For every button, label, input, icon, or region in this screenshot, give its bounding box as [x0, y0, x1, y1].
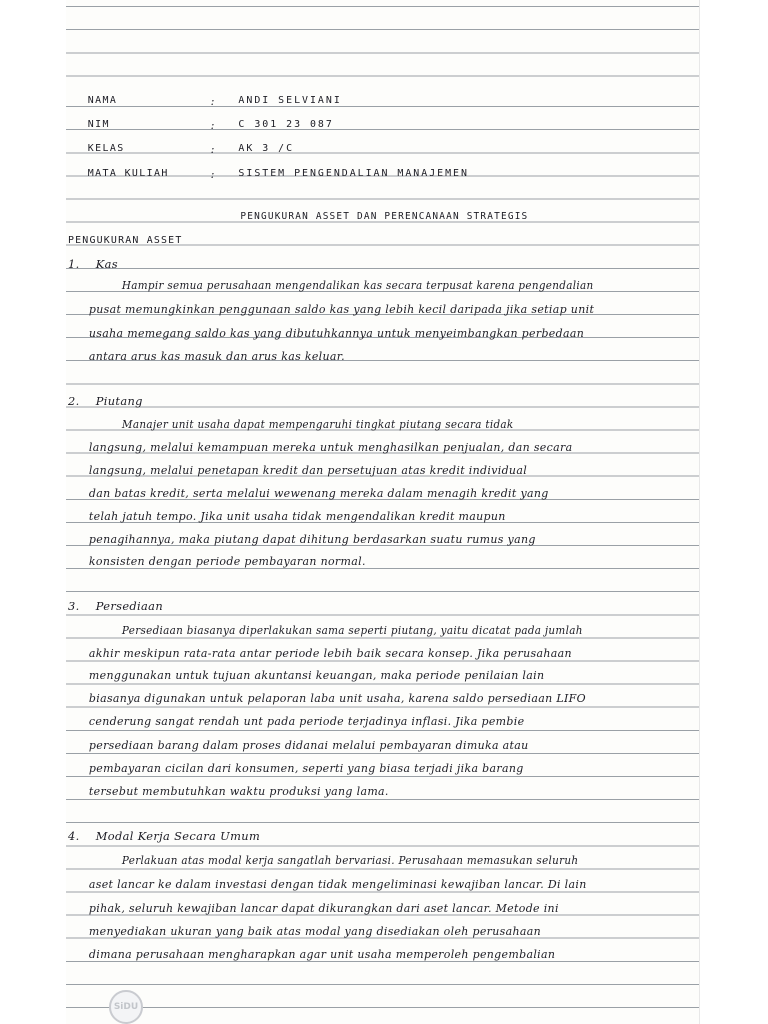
title-line	[66, 206, 694, 228]
subsection-number: 3.	[67, 599, 80, 613]
subsection-number: 2.	[67, 394, 80, 408]
text-line: telah jatuh tempo. Jika unit usaha tidak mengendalikan kredit maupun	[88, 509, 506, 523]
subsection-heading-kas	[66, 253, 694, 275]
header-label: NIM	[87, 119, 110, 130]
text-line: Perlakuan atas modal kerja sangatlah bervariasi. Perusahaan memasukan seluruh	[121, 853, 579, 867]
header-value: ANDI SELVIANI	[238, 95, 342, 106]
header-value: C 301 23 087	[238, 119, 334, 130]
header-colon: :	[210, 142, 215, 156]
header-label: KELAS	[87, 143, 125, 154]
sidu-logo: SiDU	[109, 990, 143, 1024]
text-line: konsisten dengan periode pembayaran normal.	[88, 554, 366, 568]
text-line: pembayaran cicilan dari konsumen, seperti yang biasa terjadi jika barang	[88, 761, 524, 775]
text-line: aset lancar ke dalam investasi dengan tidak mengeliminasi kewajiban lancar. Di lain	[88, 877, 587, 891]
subsection-title: Persediaan	[95, 599, 164, 613]
subsection-number: 4.	[67, 829, 80, 843]
text-line: pusat memungkinkan penggunaan saldo kas yang lebih kecil daripada jika setiap unit	[88, 302, 595, 316]
subsection-title: Kas	[95, 257, 118, 271]
header-row-kelas	[66, 138, 694, 160]
header-colon: :	[210, 94, 215, 108]
text-line: langsung, melalui kemampuan mereka untuk menghasilkan penjualan, dan secara	[88, 440, 573, 454]
subsection-title: Piutang	[95, 394, 143, 408]
subsection-number: 1.	[67, 257, 80, 271]
text-line: menyediakan ukuran yang baik atas modal yang disediakan oleh perusahaan	[88, 924, 542, 938]
header-colon: :	[210, 167, 215, 181]
section-heading: PENGUKURAN ASSET	[67, 235, 183, 246]
text-line: menggunakan untuk tujuan akuntansi keuangan, maka periode penilaian lain	[88, 668, 545, 682]
text-line: dimana perusahaan mengharapkan agar unit usaha memperoleh pengembalian	[88, 947, 556, 961]
text-line: cenderung sangat rendah unt pada periode terjadinya inflasi. Jika pembie	[88, 714, 525, 728]
header-label: NAMA	[87, 95, 118, 106]
header-colon: :	[210, 118, 215, 132]
text-line: langsung, melalui penetapan kredit dan persetujuan atas kredit individual	[88, 463, 528, 477]
text-line: pihak, seluruh kewajiban lancar dapat dikurangkan dari aset lancar. Metode ini	[88, 901, 559, 915]
subsection-heading-persediaan	[66, 595, 694, 617]
text-line: penagihannya, maka piutang dapat dihitung berdasarkan suatu rumus yang	[88, 532, 536, 546]
text-line: persediaan barang dalam proses didanai melalui pembayaran dimuka atau	[88, 738, 529, 752]
text-line: akhir meskipun rata-rata antar periode lebih baik secara konsep. Jika perusahaan	[88, 646, 572, 660]
text-line: Persediaan biasanya diperlakukan sama seperti piutang, yaitu dicatat pada jumlah	[121, 623, 583, 637]
header-row-mata-kuliah	[66, 163, 694, 185]
section-heading-line	[66, 230, 694, 252]
text-line: Manajer unit usaha dapat mempengaruhi tingkat piutang secara tidak	[121, 417, 514, 431]
subsection-heading-modal-kerja	[66, 825, 694, 847]
subsection-title: Modal Kerja Secara Umum	[95, 829, 261, 843]
text-line: antara arus kas masuk dan arus kas keluar.	[88, 349, 345, 363]
header-value: SISTEM PENGENDALIAN MANAJEMEN	[238, 168, 469, 179]
text-line: usaha memegang saldo kas yang dibutuhkannya untuk menyeimbangkan perbedaan	[88, 326, 585, 340]
header-row-nim	[66, 114, 694, 136]
text-line: biasanya digunakan untuk pelaporan laba unit usaha, karena saldo persediaan LIFO	[88, 691, 586, 705]
header-label: MATA KULIAH	[87, 168, 169, 179]
page-title: PENGUKURAN ASSET DAN PERENCANAAN STRATEGIS	[240, 211, 529, 222]
subsection-heading-piutang	[66, 390, 694, 412]
header-value: AK 3 /C	[238, 143, 295, 154]
text-line: Hampir semua perusahaan mengendalikan kas secara terpusat karena pengendalian	[121, 278, 594, 292]
handwritten-page	[66, 0, 700, 1024]
text-line: tersebut membutuhkan waktu produksi yang lama.	[88, 784, 389, 798]
text-line: dan batas kredit, serta melalui wewenang mereka dalam menagih kredit yang	[88, 486, 549, 500]
header-row-nama	[66, 90, 694, 112]
